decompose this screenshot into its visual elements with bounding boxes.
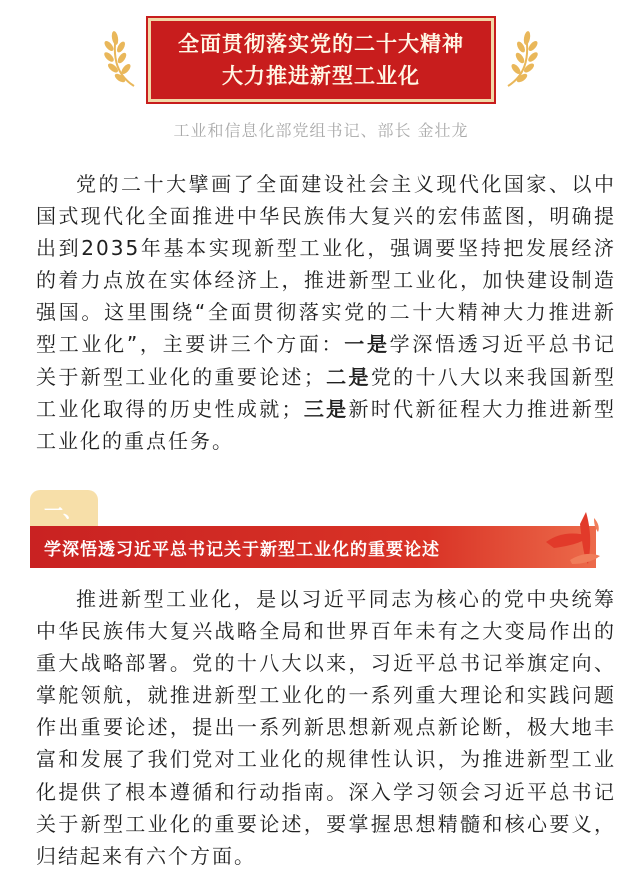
intro-text-c: 党的十八大以来我国新型工业化取得的历史性成就； — [36, 364, 617, 421]
title-line-1: 全面贯彻落实党的二十大精神 — [178, 32, 464, 56]
wheat-right-icon — [494, 26, 542, 90]
section-title: 学深悟透习近平总书记关于新型工业化的重要论述 — [44, 539, 440, 560]
intro-bold-2: 二是 — [325, 364, 371, 389]
author-byline: 工业和信息化部党组书记、部长 金壮龙 — [173, 121, 469, 140]
section-number: 一、 — [44, 499, 83, 522]
intro-bold-3: 三是 — [303, 396, 349, 421]
section-body-paragraph: 推进新型工业化，是以习近平同志为核心的党中央统筹中华民族伟大复兴战略全局和世界百年未有之大变局作出的重大战略部署。党的十八大以来，习近平总书记举旗定向、掌舵领航，就推进新型工业化的一系列重大理论和实践问题作出重要论述，提出一系列新思想新观点新论断，极大地丰富和发展了我们党对工业化的规律性认识，为推进新型工业化提供了根本遵循和行动指南。深入学习领会习近平总书记关于新型工业化的重要论述，要掌握思想精髓和核心要义，归结起来有六个方面。 — [36, 587, 616, 868]
intro-text-a: 党的二十大擘画了全面建设社会主义现代化国家、以中国式现代化全面推进中华民族伟大复兴的宏伟蓝图，明确提出到2035年基本实现新型工业化，强调要坚持把发展经济的着力点放在实体经济上，推进新型工业化，加快建设制造强国。这里围绕“全面贯彻落实党的二十大精神大力推进新型工业化”，主要讲三个方面： — [36, 172, 616, 357]
brush-stroke-icon — [540, 502, 606, 572]
intro-text-b: 学深悟透习近平总书记关于新型工业化的重要论述； — [36, 332, 617, 389]
section-title-bar — [30, 526, 596, 568]
intro-bold-1: 一是 — [344, 332, 390, 357]
article-title-banner — [148, 18, 494, 102]
title-line-2: 大力推进新型工业化 — [222, 64, 420, 88]
intro-paragraph — [36, 168, 616, 457]
intro-text-d: 新时代新征程大力推进新型工业化的重点任务。 — [36, 396, 617, 453]
section-number-tab — [30, 490, 98, 528]
wheat-left-icon — [100, 26, 148, 90]
